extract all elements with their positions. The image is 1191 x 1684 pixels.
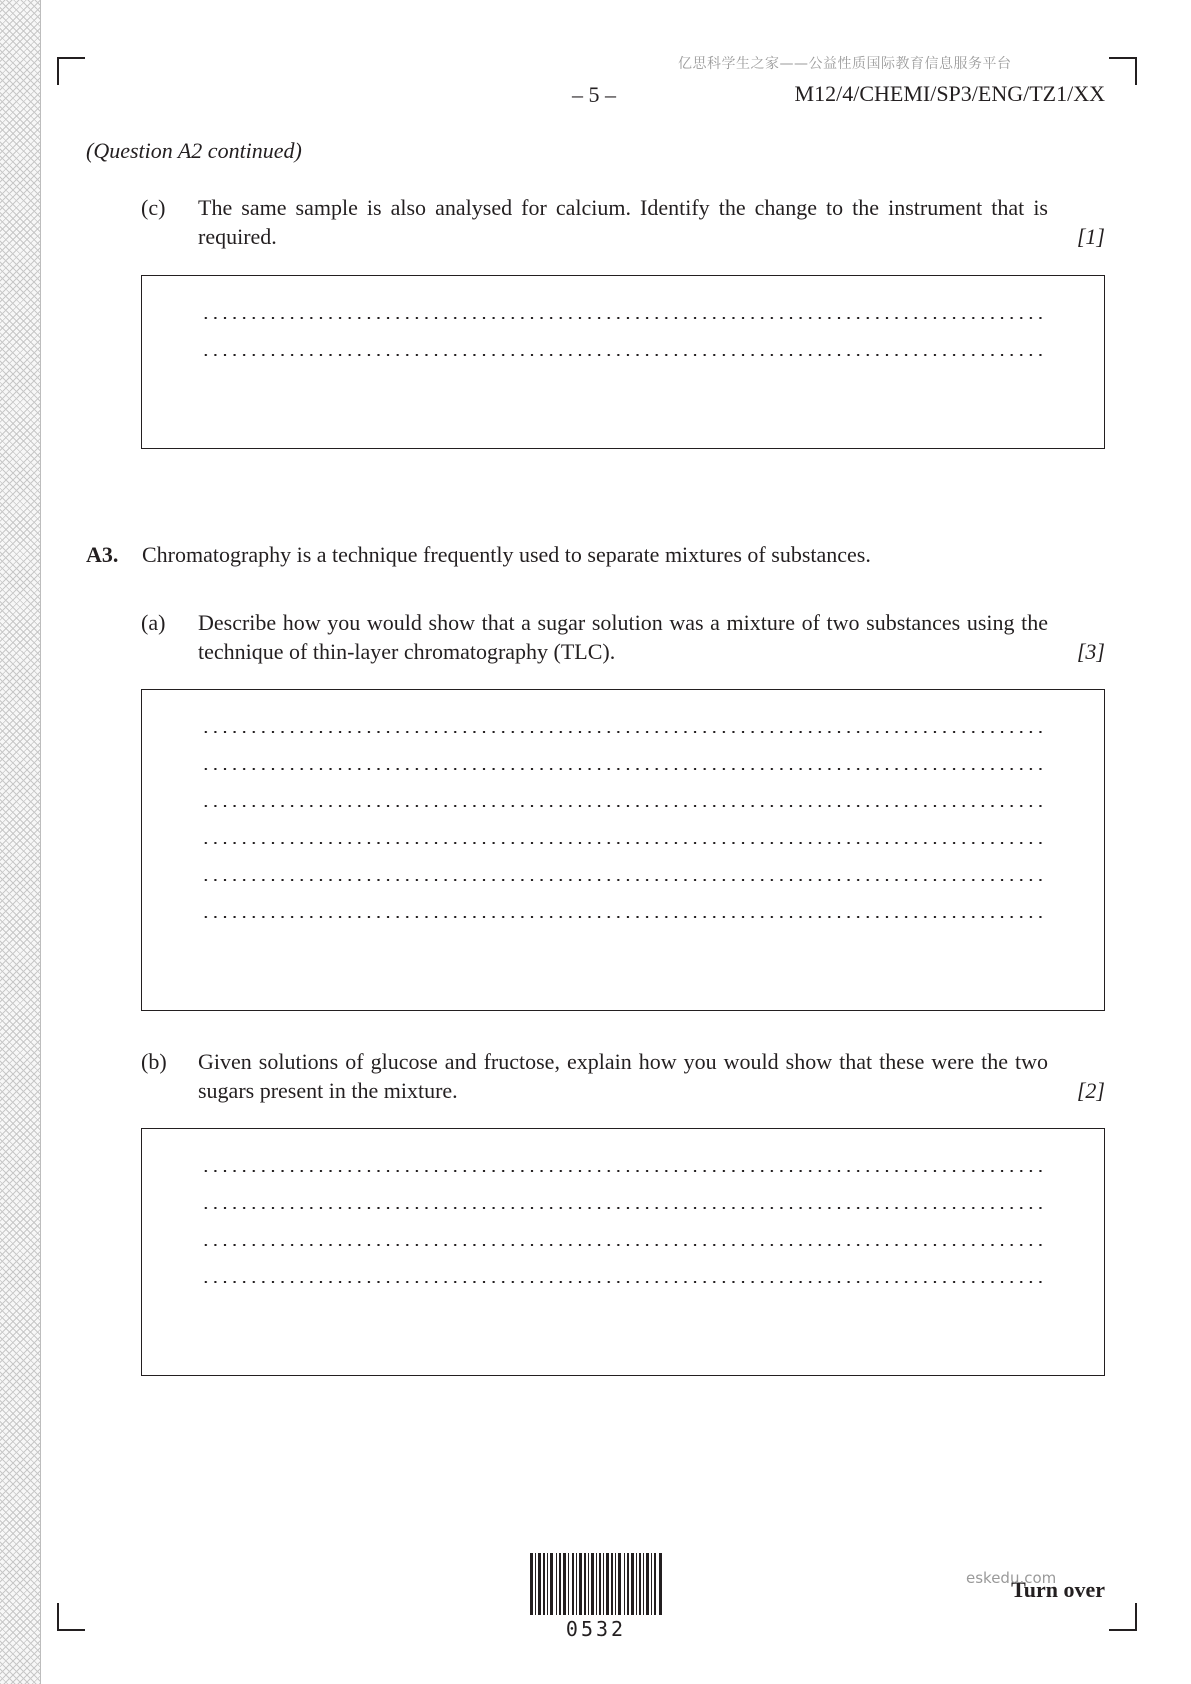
question-number: A3. <box>86 542 119 567</box>
barcode-number: 0532 <box>565 1617 627 1641</box>
crop-mark-bottom-left <box>57 1603 85 1631</box>
question-stem: Chromatography is a technique frequently used to separate mixtures of substances. <box>142 542 871 567</box>
question-a3b <box>141 1047 1105 1107</box>
paper-code: M12/4/CHEMI/SP3/ENG/TZ1/XX <box>794 81 1105 106</box>
page-number: – 5 – <box>572 82 616 107</box>
crop-mark-bottom-right <box>1109 1603 1137 1631</box>
question-text: Given solutions of glucose and fructose, explain how you would show that these were the two sugars present in the mixture. <box>198 1049 1048 1103</box>
marks-label: [2] <box>1076 1078 1105 1103</box>
question-part-label: (a) <box>141 610 166 635</box>
answer-line[interactable] <box>201 1207 1046 1209</box>
answer-line[interactable] <box>201 768 1046 770</box>
answer-line[interactable] <box>201 1281 1046 1283</box>
answer-line[interactable] <box>201 842 1046 844</box>
answer-line[interactable] <box>201 317 1046 319</box>
binding-strip <box>0 0 41 1684</box>
continued-label: (Question A2 continued) <box>86 138 302 163</box>
footer-watermark: eskedu.com <box>966 1569 1057 1587</box>
question-text: The same sample is also analysed for calcium. Identify the change to the instrument that is required. <box>198 195 1048 249</box>
question-a3a <box>141 608 1105 668</box>
question-part-label: (c) <box>141 195 166 220</box>
question-a2c <box>141 193 1105 253</box>
marks-label: [3] <box>1076 639 1105 664</box>
barcode-image <box>530 1553 662 1615</box>
question-part-label: (b) <box>141 1049 167 1074</box>
answer-line[interactable] <box>201 879 1046 881</box>
crop-mark-top-left <box>57 57 85 85</box>
question-text: Describe how you would show that a sugar solution was a mixture of two substances using the technique of thin-layer chromatography (TLC). <box>198 610 1048 664</box>
answer-line[interactable] <box>201 354 1046 356</box>
answer-line[interactable] <box>201 916 1046 918</box>
answer-box-a3b[interactable] <box>141 1128 1105 1376</box>
answer-line[interactable] <box>201 731 1046 733</box>
marks-label: [1] <box>1076 224 1105 249</box>
crop-mark-top-right <box>1109 57 1137 85</box>
answer-line[interactable] <box>201 805 1046 807</box>
answer-box-a2c[interactable] <box>141 275 1105 449</box>
header-watermark: 亿思科学生之家——公益性质国际教育信息服务平台 <box>678 56 1012 72</box>
turn-over-label: Turn over <box>1011 1577 1105 1602</box>
answer-box-a3a[interactable] <box>141 689 1105 1011</box>
answer-line[interactable] <box>201 1244 1046 1246</box>
answer-line[interactable] <box>201 1170 1046 1172</box>
